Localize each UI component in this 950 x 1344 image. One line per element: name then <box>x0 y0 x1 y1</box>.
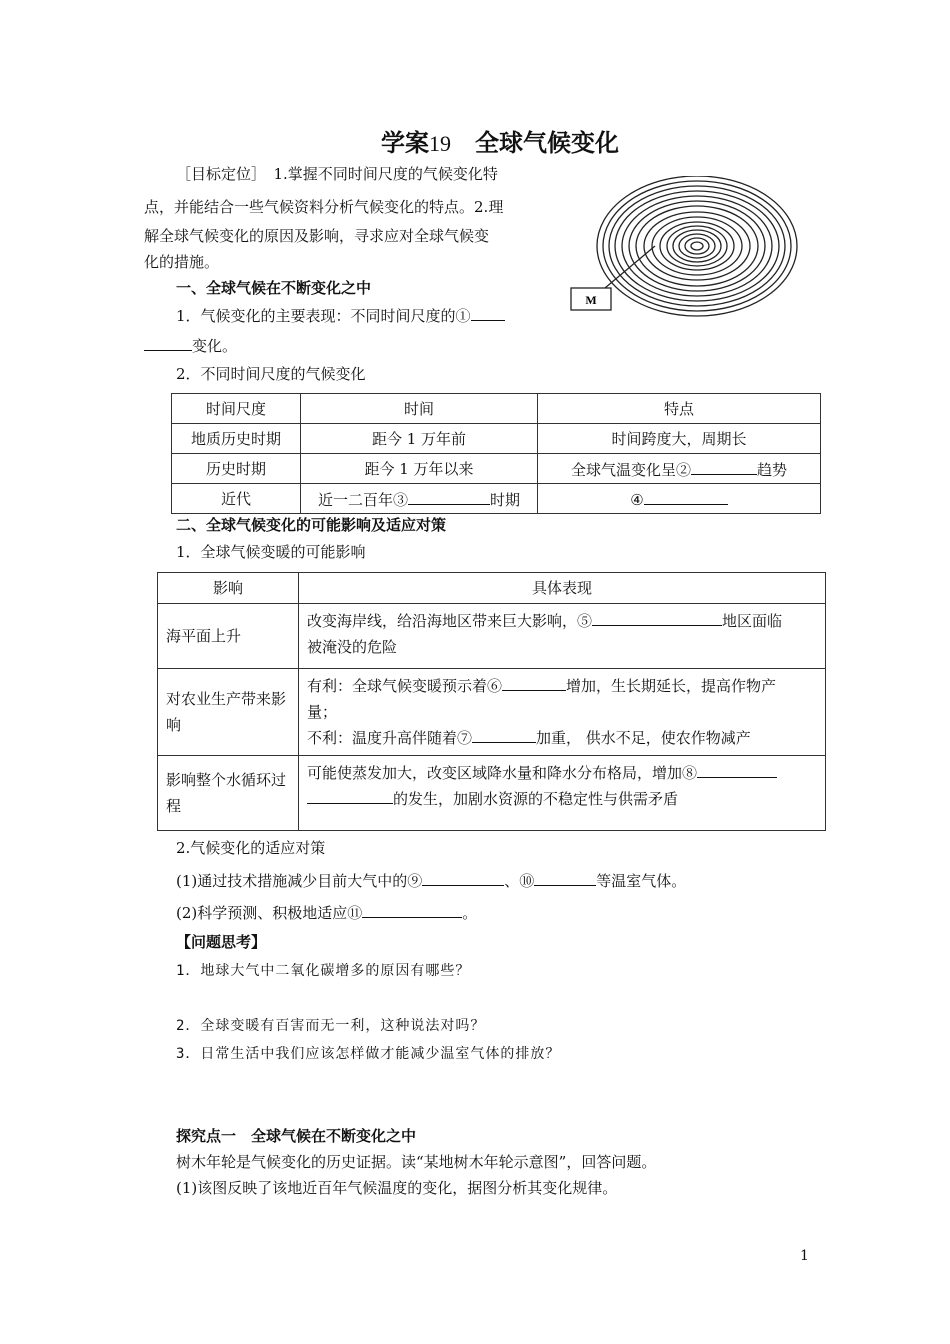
table1-header: 时间尺度 <box>172 394 301 424</box>
goals-line-2: 点，并能结合一些气候资料分析气候变化的特点。2.理 <box>144 198 504 216</box>
explore-question-1: (1)该图反映了该地近百年气候温度的变化，据图分析其变化规律。 <box>176 1179 618 1197</box>
table1-cell: 距今 1 万年以来 <box>301 454 538 484</box>
section2-point1: (1)通过技术措施减少目前大气中的⑨ 、⑩ 等温室气体。 <box>176 869 686 891</box>
table-row <box>172 484 821 514</box>
table2-cell: 可能使蒸发加大，改变区域降水量和降水分布格局，增加⑧ 的发生，加剧水资源的不稳定性与供需矛盾 <box>299 756 826 831</box>
blank-1a <box>471 304 505 321</box>
table1-cell: ④ <box>538 484 821 514</box>
table2-cell: 有利：全球气候变暖预示着⑥ 增加，生长期延长，提高作物产 量； 不利：温度升高伴随着⑦ 加重， 供水不足，使农作物减产 <box>299 669 826 756</box>
blank-8b <box>307 787 393 804</box>
table1-cell: 近代 <box>172 484 301 514</box>
ring-4 <box>615 191 779 301</box>
table1-cell: 地质历史时期 <box>172 424 301 454</box>
goals-line-4: 化的措施。 <box>144 253 220 271</box>
table1-cell: 历史时期 <box>172 454 301 484</box>
blank-10 <box>534 869 596 886</box>
section1-item1: 1．气候变化的主要表现：不同时间尺度的① <box>176 304 505 326</box>
question-1: 1．地球大气中二氧化碳增多的原因有哪些？ <box>176 963 471 979</box>
section1-item1-cont: 变化。 <box>144 334 237 356</box>
table1-header: 特点 <box>538 394 821 424</box>
goals-line-3: 解全球气候变化的原因及影响，寻求应对全球气候变 <box>144 227 490 245</box>
table1-cell: 时间跨度大，周期长 <box>538 424 821 454</box>
table1-cell: 距今 1 万年前 <box>301 424 538 454</box>
blank-7 <box>472 726 536 743</box>
ring-10 <box>660 222 734 270</box>
goals-line-1: ［目标定位］ 1.掌握不同时间尺度的气候变化特 <box>176 165 498 183</box>
explore-heading: 探究点一 全球气候在不断变化之中 <box>176 1127 417 1145</box>
section1-item2: 2．不同时间尺度的气候变化 <box>176 365 366 383</box>
impact-table <box>157 572 826 831</box>
table1-header: 时间 <box>301 394 538 424</box>
table-row <box>158 604 826 669</box>
ring-1 <box>597 176 797 316</box>
title-topic: 全球气候变化 <box>475 129 619 157</box>
table2-label: 对农业生产带来影响 <box>158 669 299 756</box>
blank-9 <box>422 869 504 886</box>
time-scale-table <box>171 393 821 514</box>
table1-cell: 全球气温变化呈② 趋势 <box>538 454 821 484</box>
question-3: 3．日常生活中我们应该怎样做才能减少温室气体的排放？ <box>176 1046 561 1062</box>
ring-6 <box>629 201 765 291</box>
blank-5 <box>592 609 722 626</box>
blank-8a <box>697 761 777 778</box>
table2-header: 具体表现 <box>299 573 826 604</box>
explore-intro: 树木年轮是气候变化的历史证据。读“某地树木年轮示意图”，回答问题。 <box>176 1153 657 1171</box>
page-number: 1 <box>800 1248 809 1264</box>
table2-header: 影响 <box>158 573 299 604</box>
question-2: 2．全球变暖有百害而无一利，这种说法对吗？ <box>176 1018 486 1034</box>
section1-heading: 一、全球气候在不断变化之中 <box>176 279 372 297</box>
blank-6 <box>502 674 566 691</box>
table-row <box>172 424 821 454</box>
questions-heading: 【问题思考】 <box>176 933 267 951</box>
blank-11 <box>362 901 462 918</box>
section2-item2: 2.气候变化的适应对策 <box>176 839 326 857</box>
ring-11 <box>667 226 727 266</box>
table2-cell: 改变海岸线，给沿海地区带来巨大影响，⑤ 地区面临 被淹没的危险 <box>299 604 826 669</box>
title-prefix: 学案 <box>381 129 429 157</box>
blank-4 <box>644 488 728 505</box>
table2-label: 海平面上升 <box>158 604 299 669</box>
table-row <box>172 454 821 484</box>
table-row <box>158 669 826 756</box>
blank-2 <box>691 458 757 475</box>
section2-heading: 二、全球气候变化的可能影响及适应对策 <box>176 516 447 534</box>
table-row <box>158 756 826 831</box>
ring-12 <box>673 230 721 262</box>
table1-cell: 近一二百年③ 时期 <box>301 484 538 514</box>
page-title <box>0 123 950 158</box>
blank-1b <box>144 334 192 351</box>
title-number: 19 <box>429 131 451 156</box>
section2-point2: (2)科学预测、积极地适应⑪ 。 <box>176 901 477 923</box>
tree-ring-figure <box>565 176 805 326</box>
ring-15 <box>691 242 703 250</box>
table2-label: 影响整个水循环过程 <box>158 756 299 831</box>
blank-3 <box>408 488 490 505</box>
section2-item1: 1．全球气候变暖的可能影响 <box>176 543 366 561</box>
ring-14 <box>685 238 709 254</box>
label-m: M <box>585 293 597 307</box>
